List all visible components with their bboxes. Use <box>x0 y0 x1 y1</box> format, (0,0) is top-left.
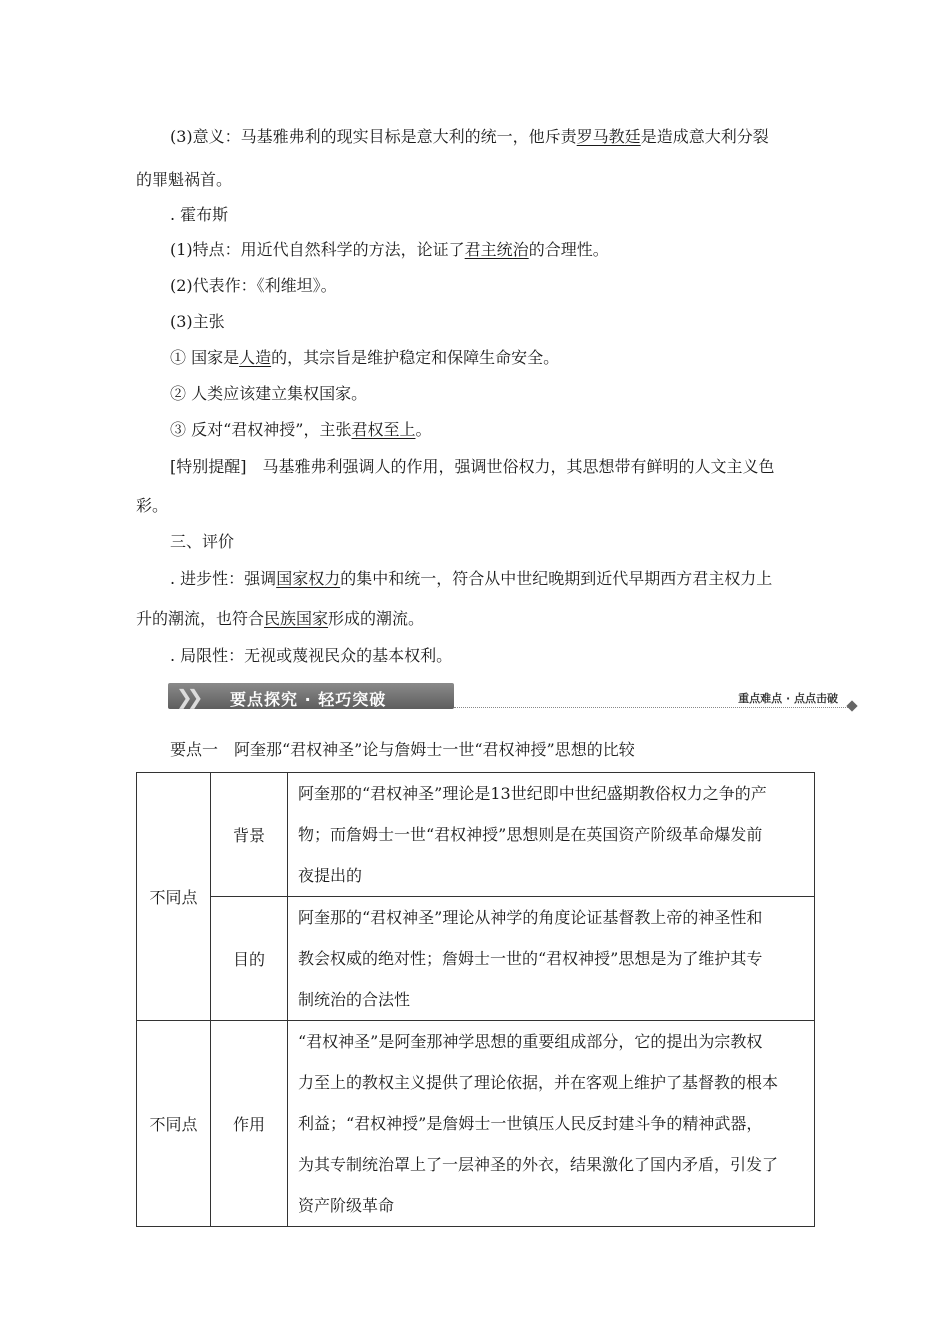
claim-3 <box>170 420 431 440</box>
special-reminder-line2: 彩。 <box>136 496 169 515</box>
table-cell-content <box>288 773 815 897</box>
table-cell-content <box>288 897 815 1021</box>
text-run: ① 国家是 <box>170 348 240 367</box>
chevron-icon: ❯❯ <box>176 685 198 709</box>
comparison-table <box>136 772 815 1227</box>
heading-hobbes: . 霍布斯 <box>170 205 229 224</box>
special-reminder-line1: [特别提醒] 马基雅弗利强调人的作用，强调世俗权力，其思想带有鲜明的人文主义色 <box>170 457 775 476</box>
section-banner <box>168 682 858 712</box>
table-cell-group: 不同点 <box>137 1021 211 1227</box>
table-cell-label: 作用 <box>211 1021 288 1227</box>
text-run: 。 <box>415 420 432 439</box>
underlined-term: 罗马教廷 <box>576 127 641 146</box>
text-run: 的，其宗旨是维护稳定和保障生命安全。 <box>271 348 560 367</box>
underlined-term: 君权至上 <box>351 420 416 439</box>
content-line: 教会权威的绝对性；詹姆士一世的“君权神授”思想是为了维护其专 <box>298 949 763 968</box>
paragraph-significance-line1 <box>170 127 769 147</box>
underlined-term: 民族国家 <box>264 609 329 628</box>
text-run: (1)特点：用近代自然科学的方法，论证了 <box>170 240 465 259</box>
section-evaluation-heading: 三、评价 <box>170 532 235 551</box>
text-run: . 进步性：强调 <box>170 569 277 588</box>
content-line: 资产阶级革命 <box>298 1196 395 1215</box>
content-line: 阿奎那的“君权神圣”理论是13世纪即中世纪盛期教俗权力之争的产 <box>298 784 767 803</box>
table-row <box>137 1021 815 1227</box>
text-run: 是造成意大利分裂 <box>640 127 769 146</box>
content-line: 为其专制统治罩上了一层神圣的外衣，结果激化了国内矛盾，引发了 <box>298 1155 779 1174</box>
banner-subtitle: 重点难点 · 点点击破 <box>738 692 838 705</box>
claim-1 <box>170 348 559 368</box>
content-line: 夜提出的 <box>298 866 363 885</box>
progressiveness-line1 <box>170 569 772 589</box>
banner-divider <box>454 707 848 708</box>
text-run: 的合理性。 <box>528 240 609 259</box>
content-line: 物；而詹姆士一世“君权神授”思想则是在英国资产阶级革命爆发前 <box>298 825 763 844</box>
content-line: “君权神圣”是阿奎那神学思想的重要组成部分，它的提出为宗教权 <box>298 1032 763 1051</box>
text-run: 形成的潮流。 <box>328 609 425 628</box>
content-line: 利益；“君权神授”是詹姆士一世镇压人民反封建斗争的精神武器， <box>298 1114 763 1133</box>
content-line: 阿奎那的“君权神圣”理论从神学的角度论证基督教上帝的神圣性和 <box>298 908 763 927</box>
text-run: (3)意义：马基雅弗利的现实目标是意大利的统一，他斥责 <box>170 127 577 146</box>
table-row <box>137 773 815 897</box>
table-cell-group: 不同点 <box>137 773 211 1021</box>
table-cell-label: 目的 <box>211 897 288 1021</box>
claim-2: ② 人类应该建立集权国家。 <box>170 384 368 403</box>
banner-bar <box>168 683 454 709</box>
hobbes-work: (2)代表作：《利维坦》。 <box>170 276 337 295</box>
table-cell-content <box>288 1021 815 1227</box>
hobbes-claims-heading: (3)主张 <box>170 312 225 331</box>
text-run: 的集中和统一，符合从中世纪晚期到近代早期西方君主权力上 <box>340 569 773 588</box>
limitation: . 局限性：无视或蔑视民众的基本权利。 <box>170 646 453 665</box>
content-line: 力至上的教权主义提供了理论依据，并在客观上维护了基督教的根本 <box>298 1073 779 1092</box>
banner-title: 要点探究 · 轻巧突破 <box>230 690 387 709</box>
text-run: ③ 反对“君权神授”，主张 <box>170 420 352 439</box>
text-run: 升的潮流，也符合 <box>136 609 265 628</box>
underlined-term: 人造 <box>239 348 272 367</box>
paragraph-significance-line2: 的罪魁祸首。 <box>136 170 233 189</box>
progressiveness-line2 <box>136 609 424 629</box>
underlined-term: 君主统治 <box>464 240 529 259</box>
section-heading: 要点一 阿奎那“君权神圣”论与詹姆士一世“君权神授”思想的比较 <box>170 740 635 759</box>
table-row <box>137 897 815 1021</box>
underlined-term: 国家权力 <box>276 569 341 588</box>
diamond-icon <box>846 700 857 711</box>
hobbes-feature <box>170 240 609 260</box>
table-cell-label: 背景 <box>211 773 288 897</box>
content-line: 制统治的合法性 <box>298 990 411 1009</box>
